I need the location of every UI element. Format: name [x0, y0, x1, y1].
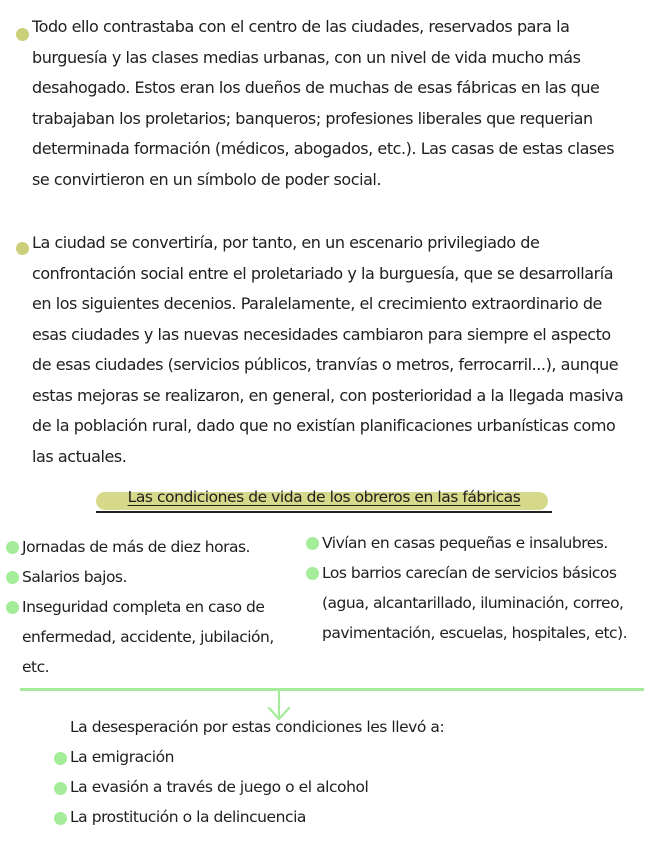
list-item-text: La evasión a través de juego o el alcohol — [70, 778, 369, 796]
paragraph-social-confrontation: La ciudad se convertiría, por tanto, en un escenario privilegiado de confrontación social entre el proletariado y la burguesía, que se desarrollaría en los siguientes decenios. Paralelamente, el crecimiento extraordinario de esas ciudades y las nuevas necesidades cambiaron para siempre el aspecto de esas ciudades (servicios públicos, tranvías o metros, ferrocarril...), aunque estas mejoras se realizaron, en general, con posterioridad a la llegada masiva de la población rural, dado que no existían planificaciones urbanísticas como las actuales. — [32, 233, 624, 466]
list-item-text: Inseguridad completa en caso de enfermedad, accidente, jubilación, etc. — [22, 598, 274, 676]
paragraph-city-center: Todo ello contrastaba con el centro de las ciudades, reservados para la burguesía y las clases medias urbanas, con un nivel de vida mucho más desahogado. Estos eran los dueños de muchas de esas fábricas en las que trabajaban los proletarios; banqueros; profesiones liberales que requerian determinada formación (médicos, abogados, etc.). Las casas de estas clases se convirtieron en un símbolo de poder social. — [32, 17, 615, 189]
list-item-text: Vivían en casas pequeñas e insalubres. — [322, 534, 608, 552]
section-heading — [96, 486, 552, 514]
list-item-text: Los barrios carecían de servicios básicos (agua, alcantarillado, iluminación, correo, pavimentación, escuelas, hospitales, etc). — [322, 564, 628, 642]
heading-text: Las condiciones de vida de los obreros en las fábricas — [127, 488, 521, 506]
living-conditions-list — [322, 528, 652, 648]
divider-line — [20, 688, 644, 691]
list-item — [22, 592, 292, 682]
list-item-text: La prostitución o la delincuencia — [70, 808, 306, 826]
bullet-icon — [306, 537, 319, 550]
consequences-intro: La desesperación por estas condiciones les llevó a: — [70, 718, 445, 736]
list-item — [70, 772, 570, 802]
list-item-text: Jornadas de más de diez horas. — [22, 538, 250, 556]
list-item — [70, 742, 570, 772]
list-item — [322, 528, 652, 558]
work-conditions-list — [22, 532, 292, 682]
bullet-icon — [306, 567, 319, 580]
list-item — [322, 558, 652, 648]
paragraph-bullet — [16, 28, 29, 41]
bullet-icon — [6, 541, 19, 554]
bullet-icon — [54, 812, 67, 825]
paragraph-bullet — [16, 242, 29, 255]
list-item-text: La emigración — [70, 748, 174, 766]
bullet-icon — [54, 782, 67, 795]
list-item — [70, 802, 570, 832]
list-item-text: Salarios bajos. — [22, 568, 127, 586]
list-item — [22, 532, 292, 562]
consequences-list — [70, 742, 570, 832]
bullet-icon — [54, 752, 67, 765]
bullet-icon — [6, 571, 19, 584]
bullet-icon — [6, 601, 19, 614]
heading-underline — [96, 511, 552, 513]
list-item — [22, 562, 292, 592]
